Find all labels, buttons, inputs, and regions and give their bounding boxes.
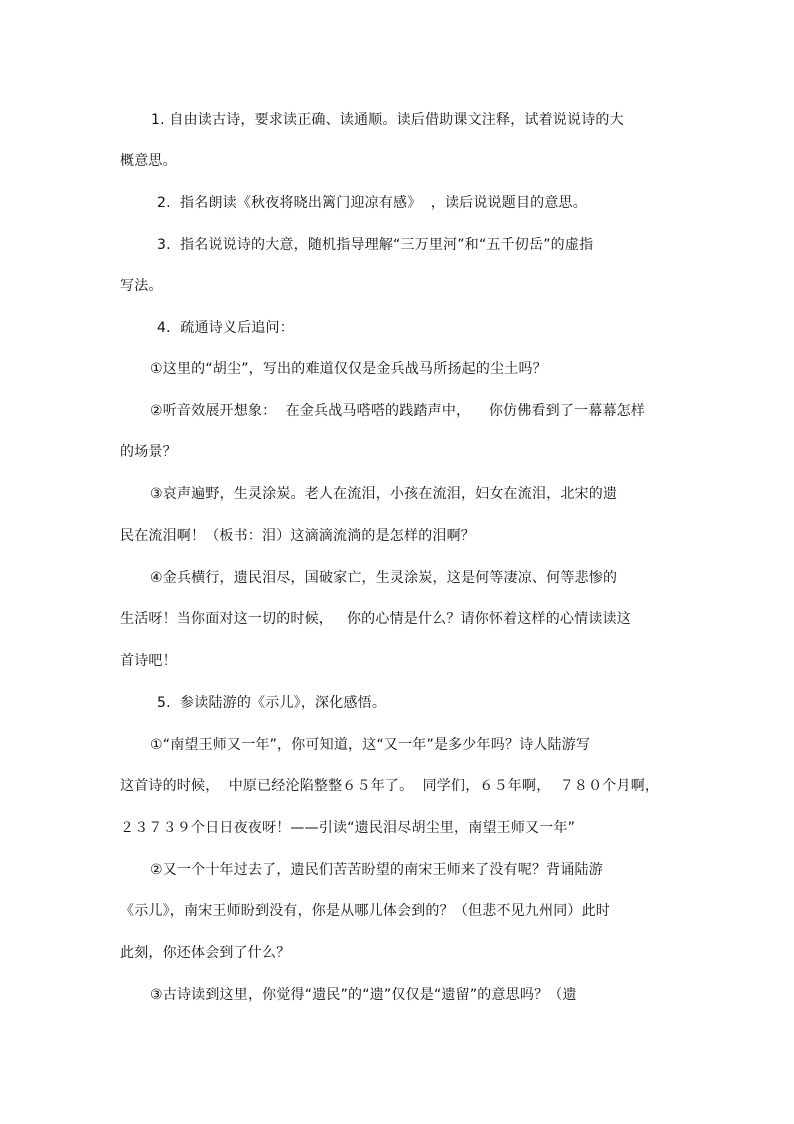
text-line: 的场景？ [120,444,177,460]
text-line: 5. 参读陆游的《示儿》，深化感悟。 [157,695,387,711]
text-line: 此刻，你还体会到了什么？ [120,945,291,961]
text-line: ③哀声遍野，生灵涂炭。老人在流泪，小孩在流泪，妇女在流泪，北宋的遗 [150,486,618,502]
text-line: 《示儿》，南宋王师盼到没有，你是从哪儿体会到的？（但悲不见九州同）此时 [120,903,610,919]
text-line: 写法。 [120,278,163,294]
text-line: ①这里的“胡尘”，写出的难道仅仅是金兵战马所扬起的尘土吗？ [150,361,547,377]
text-line: 这首诗的时候， 中原已经沦陷整整６５年了。 同学们，６５年啊， ７８０个月啊， [120,778,660,794]
text-line: 民在流泪啊！（板书：泪）这滴滴流淌的是怎样的泪啊？ [120,528,475,544]
text-line: 1. 自由读古诗，要求读正确、读通顺。读后借助课文注释，试着说说诗的大 [151,112,624,128]
text-line: 首诗吧！ [120,653,177,669]
text-line: ②听音效展开想象： 在金兵战马嗒嗒的践踏声中， 你仿佛看到了一幕幕怎样 [150,403,646,419]
text-line: ①“南望王师又一年”，你可知道，这“又一年”是多少年吗？诗人陆游写 [150,737,591,753]
text-line: ③古诗读到这里，你觉得“遗民”的“遗”仅仅是“遗留”的意思吗？（遗 [150,987,577,1003]
text-line: 生活呀！当你面对这一切的时候， 你的心情是什么？请你怀着这样的心情读读这 [120,611,631,627]
text-line: ②又一个十年过去了，遗民们苦苦盼望的南宋王师来了没有呢？背诵陆游 [150,862,603,878]
text-line: ２３７３９个日日夜夜呀！——引读“遗民泪尽胡尘里，南望王师又一年” [120,820,576,836]
text-line: ④金兵横行，遗民泪尽，国破家亡，生灵涂炭，这是何等凄凉、何等悲惨的 [150,570,618,586]
text-line: 概意思。 [120,153,177,169]
text-line: 2. 指名朗读《秋夜将晓出篱门迎凉有感》 ，读后说说题目的意思。 [157,195,587,211]
text-line: 4．疏通诗义后追问： [157,320,294,336]
text-line: 3. 指名说说诗的大意，随机指导理解“三万里河”和“五千仞岳”的虚指 [157,237,594,253]
